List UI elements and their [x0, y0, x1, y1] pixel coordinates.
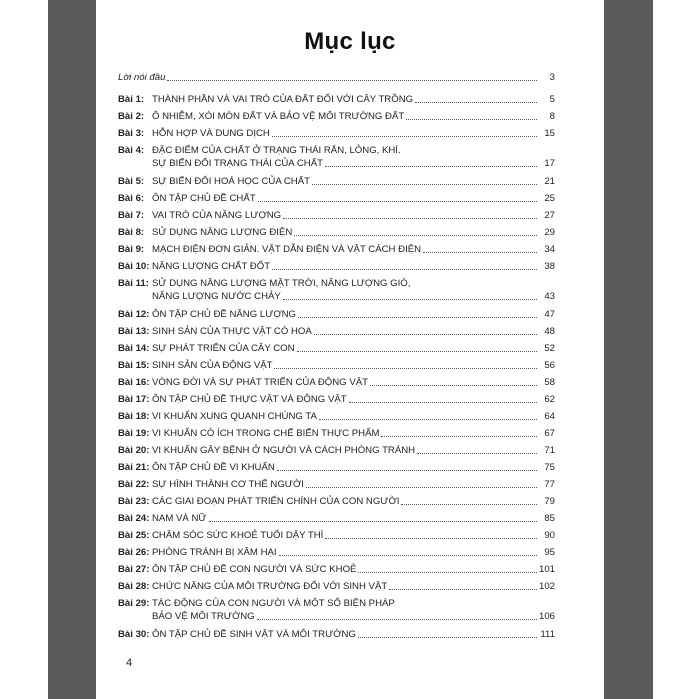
- lesson-number: Bài 26:: [118, 547, 150, 558]
- lesson-number: Bài 14:: [118, 343, 150, 354]
- lesson-title: CÁC GIAI ĐOẠN PHÁT TRIỂN CHÍNH CỦA CON NGƯỜI: [152, 496, 400, 507]
- lesson-title: Lời nói đầu: [118, 72, 166, 83]
- dot-leader: [209, 520, 537, 522]
- toc-entry-line: [118, 342, 555, 355]
- dot-leader: [349, 401, 537, 403]
- lesson-number: Bài 13:: [118, 326, 150, 337]
- toc-entry-line: [118, 209, 555, 222]
- page-ref: 58: [544, 377, 555, 388]
- toc-entry: [118, 393, 555, 406]
- dot-leader: [167, 79, 537, 81]
- lesson-number: Bài 10:: [118, 261, 150, 272]
- lesson-title: CHỨC NĂNG CỦA MÔI TRƯỜNG ĐỐI VỚI SINH VẬT: [152, 581, 388, 592]
- toc-entry-line: [118, 127, 555, 140]
- lesson-number: Bài 4:: [118, 145, 145, 156]
- lesson-title: ÔN TẬP CHỦ ĐỀ SINH VẬT VÀ MÔI TRƯỜNG: [152, 629, 356, 640]
- dot-leader: [325, 165, 537, 167]
- dot-leader: [415, 101, 537, 103]
- lesson-title: ÔN TẬP CHỦ ĐỀ VI KHUẨN: [152, 462, 275, 473]
- lesson-title: PHÒNG TRÁNH BỊ XÂM HẠI: [152, 547, 277, 558]
- lesson-number: Bài 18:: [118, 411, 150, 422]
- page-number: 4: [126, 657, 133, 669]
- lesson-title: VAI TRÒ CỦA NĂNG LƯỢNG: [152, 210, 282, 221]
- toc-entry-line: [118, 359, 555, 372]
- lesson-title: TÁC ĐỘNG CỦA CON NGƯỜI VÀ MỘT SỐ BIỆN PHÁP: [152, 598, 395, 609]
- dot-leader: [325, 537, 537, 539]
- toc-entry: [118, 308, 555, 321]
- toc-entry-line: [118, 580, 555, 593]
- lesson-title: SỬ DỤNG NĂNG LƯỢNG ĐIỆN: [152, 227, 293, 238]
- dot-leader: [272, 268, 537, 270]
- lesson-title: SỰ BIẾN ĐỔI HOÁ HỌC CỦA CHẤT: [152, 176, 310, 187]
- lesson-number: Bài 23:: [118, 496, 150, 507]
- left-margin-band: [48, 0, 96, 699]
- page-ref: 17: [544, 158, 555, 169]
- toc-entry: [118, 71, 555, 84]
- lesson-number: Bài 29:: [118, 598, 150, 609]
- dot-leader: [257, 618, 537, 620]
- lesson-number: Bài 19:: [118, 428, 150, 439]
- lesson-number: Bài 1:: [118, 94, 145, 105]
- dot-leader: [274, 367, 537, 369]
- toc-entry-line: [118, 226, 555, 239]
- page-ref: 90: [544, 530, 555, 541]
- lesson-title: NĂNG LƯỢNG CHẤT ĐỐT: [152, 261, 271, 272]
- dot-leader: [312, 183, 537, 185]
- toc-entry: [118, 410, 555, 423]
- lesson-title: SINH SẢN CỦA ĐỘNG VẬT: [152, 360, 273, 371]
- lesson-title: NĂNG LƯỢNG NƯỚC CHẢY: [152, 291, 281, 302]
- lesson-number: Bài 5:: [118, 176, 145, 187]
- lesson-title: MẠCH ĐIỆN ĐƠN GIẢN. VẬT DẪN ĐIỆN VÀ VẬT CÁCH ĐIỆN: [152, 244, 422, 255]
- lesson-title: ÔN TẬP CHỦ ĐỀ NĂNG LƯỢNG: [152, 309, 297, 320]
- page-ref: 48: [544, 326, 555, 337]
- lesson-title: SỰ PHÁT TRIỂN CỦA CÂY CON: [152, 343, 295, 354]
- toc-entry: [118, 226, 555, 239]
- dot-leader: [423, 251, 537, 253]
- page-ref: 25: [544, 193, 555, 204]
- toc-entry-line: [118, 192, 555, 205]
- toc-entry-line: [118, 175, 555, 188]
- lesson-number: Bài 17:: [118, 394, 150, 405]
- lesson-title: VI KHUẨN CÓ ÍCH TRONG CHẾ BIẾN THỰC PHẨM: [152, 428, 380, 439]
- lesson-number: Bài 22:: [118, 479, 150, 490]
- toc-entry-line: [118, 563, 555, 576]
- lesson-title: BẢO VỆ MÔI TRƯỜNG: [152, 611, 255, 622]
- lesson-number: Bài 12:: [118, 309, 150, 320]
- toc-entry: [118, 325, 555, 338]
- toc-entry-line: [118, 427, 555, 440]
- toc-entry: [118, 529, 555, 542]
- lesson-title: ÔN TẬP CHỦ ĐỀ CHẤT: [152, 193, 256, 204]
- page-ref: 38: [544, 261, 555, 272]
- lesson-title: SỰ HÌNH THÀNH CƠ THỂ NGƯỜI: [152, 479, 304, 490]
- lesson-title: HỖN HỢP VÀ DUNG DỊCH: [152, 128, 270, 139]
- page-ref: 79: [544, 496, 555, 507]
- toc-entry-line: [118, 243, 555, 256]
- toc-entry: [118, 175, 555, 188]
- page-ref: 34: [544, 244, 555, 255]
- lesson-title: SỬ DỤNG NĂNG LƯỢNG MẶT TRỜI, NĂNG LƯỢNG GIÓ,: [152, 278, 411, 289]
- dot-leader: [294, 234, 537, 236]
- lesson-number: Bài 11:: [118, 278, 149, 289]
- toc-entry-line: [118, 495, 555, 508]
- toc-entry-line: [118, 478, 555, 491]
- page-title: Mục lục: [304, 28, 396, 55]
- lesson-number: Bài 9:: [118, 244, 145, 255]
- document-page: [96, 0, 604, 699]
- dot-leader: [283, 217, 537, 219]
- lesson-number: Bài 7:: [118, 210, 145, 221]
- toc-entry-line: [118, 93, 555, 106]
- toc-entry-line: [118, 144, 555, 157]
- page-ref: 62: [544, 394, 555, 405]
- page-ref: 77: [544, 479, 555, 490]
- lesson-number: Bài 2:: [118, 111, 145, 122]
- lesson-title: NAM VÀ NỮ: [152, 513, 207, 524]
- lesson-title: VÒNG ĐỜI VÀ SỰ PHÁT TRIỂN CỦA ĐỘNG VẬT: [152, 377, 368, 388]
- lesson-number: Bài 6:: [118, 193, 145, 204]
- dot-leader: [279, 554, 537, 556]
- toc-entry: [118, 444, 555, 457]
- toc-entry-line: [118, 512, 555, 525]
- lesson-number: Bài 25:: [118, 530, 150, 541]
- page-ref: 5: [549, 94, 555, 105]
- toc-entry-line: [118, 325, 555, 338]
- page-ref: 64: [544, 411, 555, 422]
- toc-entry: [118, 580, 555, 593]
- page-ref: 47: [544, 309, 555, 320]
- dot-leader: [258, 200, 537, 202]
- toc-entry: [118, 597, 555, 623]
- toc-entry: [118, 461, 555, 474]
- lesson-title: VI KHUẨN GÂY BỆNH Ở NGƯỜI VÀ CÁCH PHÒNG TRÁNH: [152, 445, 416, 456]
- page-ref: 111: [540, 629, 555, 640]
- toc-entry: [118, 277, 555, 303]
- toc-entry-line: [118, 277, 555, 290]
- page-ref: 29: [544, 227, 555, 238]
- page-ref: 21: [544, 176, 555, 187]
- toc-entry-line: [118, 610, 555, 623]
- lesson-title: THÀNH PHẦN VÀ VAI TRÒ CỦA ĐẤT ĐỐI VỚI CÂY TRỒNG: [152, 94, 414, 105]
- lesson-title: SINH SẢN CỦA THỰC VẬT CÓ HOA: [152, 326, 312, 337]
- toc-entry: [118, 628, 555, 641]
- dot-leader: [314, 333, 537, 335]
- toc-entry: [118, 342, 555, 355]
- lesson-number: Bài 21:: [118, 462, 150, 473]
- toc-entry-line: [118, 529, 555, 542]
- lesson-title: SỰ BIẾN ĐỔI TRẠNG THÁI CỦA CHẤT: [152, 158, 323, 169]
- page-ref: 56: [544, 360, 555, 371]
- toc-entry: [118, 93, 555, 106]
- lesson-number: Bài 15:: [118, 360, 150, 371]
- toc-entry-line: [118, 444, 555, 457]
- lesson-title: ÔN TẬP CHỦ ĐỀ CON NGƯỜI VÀ SỨC KHOẺ: [152, 564, 357, 575]
- dot-leader: [358, 636, 537, 638]
- dot-leader: [406, 118, 537, 120]
- lesson-number: Bài 16:: [118, 377, 150, 388]
- dot-leader: [381, 435, 537, 437]
- toc-entry: [118, 376, 555, 389]
- dot-leader: [389, 588, 537, 590]
- toc-entry-line: [118, 461, 555, 474]
- page-ref: 106: [539, 611, 556, 622]
- toc-entry: [118, 512, 555, 525]
- dot-leader: [401, 503, 537, 505]
- lesson-number: Bài 27:: [118, 564, 150, 575]
- lesson-title: ĐẶC ĐIỂM CỦA CHẤT Ở TRẠNG THÁI RẮN, LỎNG, KHÍ.: [152, 145, 401, 156]
- page-ref: 67: [544, 428, 555, 439]
- page-ref: 95: [544, 547, 555, 558]
- dot-leader: [277, 469, 537, 471]
- toc-entry: [118, 192, 555, 205]
- page-ref: 8: [549, 111, 555, 122]
- toc-entry-line: [118, 546, 555, 559]
- lesson-number: Bài 8:: [118, 227, 145, 238]
- lesson-number: Bài 20:: [118, 445, 150, 456]
- dot-leader: [297, 350, 537, 352]
- page-ref: 43: [544, 291, 555, 302]
- dot-leader: [283, 298, 537, 300]
- dot-leader: [417, 452, 537, 454]
- toc-entry-line: [118, 376, 555, 389]
- page-ref: 102: [539, 581, 556, 592]
- toc-entry: [118, 243, 555, 256]
- toc-entry: [118, 110, 555, 123]
- dot-leader: [319, 418, 537, 420]
- toc-entry: [118, 478, 555, 491]
- page-ref: 75: [544, 462, 555, 473]
- toc-entry: [118, 144, 555, 170]
- toc-entry-line: [118, 260, 555, 273]
- toc-entry: [118, 495, 555, 508]
- toc-entry: [118, 546, 555, 559]
- toc-entry-line: [118, 393, 555, 406]
- dot-leader: [306, 486, 537, 488]
- toc-entry: [118, 563, 555, 576]
- toc-entry: [118, 127, 555, 140]
- toc-entry-line: [118, 628, 555, 641]
- dot-leader: [358, 571, 537, 573]
- lesson-title: CHĂM SÓC SỨC KHOẺ TUỔI DẬY THÌ: [152, 530, 324, 541]
- lesson-title: ÔN TẬP CHỦ ĐỀ THỰC VẬT VÀ ĐỘNG VẬT: [152, 394, 347, 405]
- toc-entry-line: [118, 110, 555, 123]
- page-ref: 101: [539, 564, 556, 575]
- dot-leader: [298, 316, 537, 318]
- toc-entry: [118, 359, 555, 372]
- toc-entry-line: [118, 290, 555, 303]
- page-ref: 85: [544, 513, 555, 524]
- lesson-number: Bài 28:: [118, 581, 150, 592]
- right-margin-band: [604, 0, 653, 699]
- toc-entry-line: [118, 157, 555, 170]
- lesson-number: Bài 24:: [118, 513, 150, 524]
- lesson-number: Bài 3:: [118, 128, 145, 139]
- lesson-number: Bài 30:: [118, 629, 150, 640]
- page-ref: 52: [544, 343, 555, 354]
- page-ref: 71: [544, 445, 555, 456]
- toc-entry: [118, 427, 555, 440]
- lesson-title: VI KHUẨN XUNG QUANH CHÚNG TA: [152, 411, 317, 422]
- dot-leader: [370, 384, 537, 386]
- lesson-title: Ô NHIỄM, XÓI MÒN ĐẤT VÀ BẢO VỆ MÔI TRƯỜNG ĐẤT: [152, 111, 405, 122]
- toc-entry-line: [118, 597, 555, 610]
- toc-entry: [118, 260, 555, 273]
- dot-leader: [272, 135, 537, 137]
- toc-entry-line: [118, 71, 555, 84]
- page-ref: 27: [544, 210, 555, 221]
- toc-entry: [118, 209, 555, 222]
- page-ref: 15: [544, 128, 555, 139]
- page-ref: 3: [549, 72, 555, 83]
- toc-entry-line: [118, 410, 555, 423]
- toc-entry-line: [118, 308, 555, 321]
